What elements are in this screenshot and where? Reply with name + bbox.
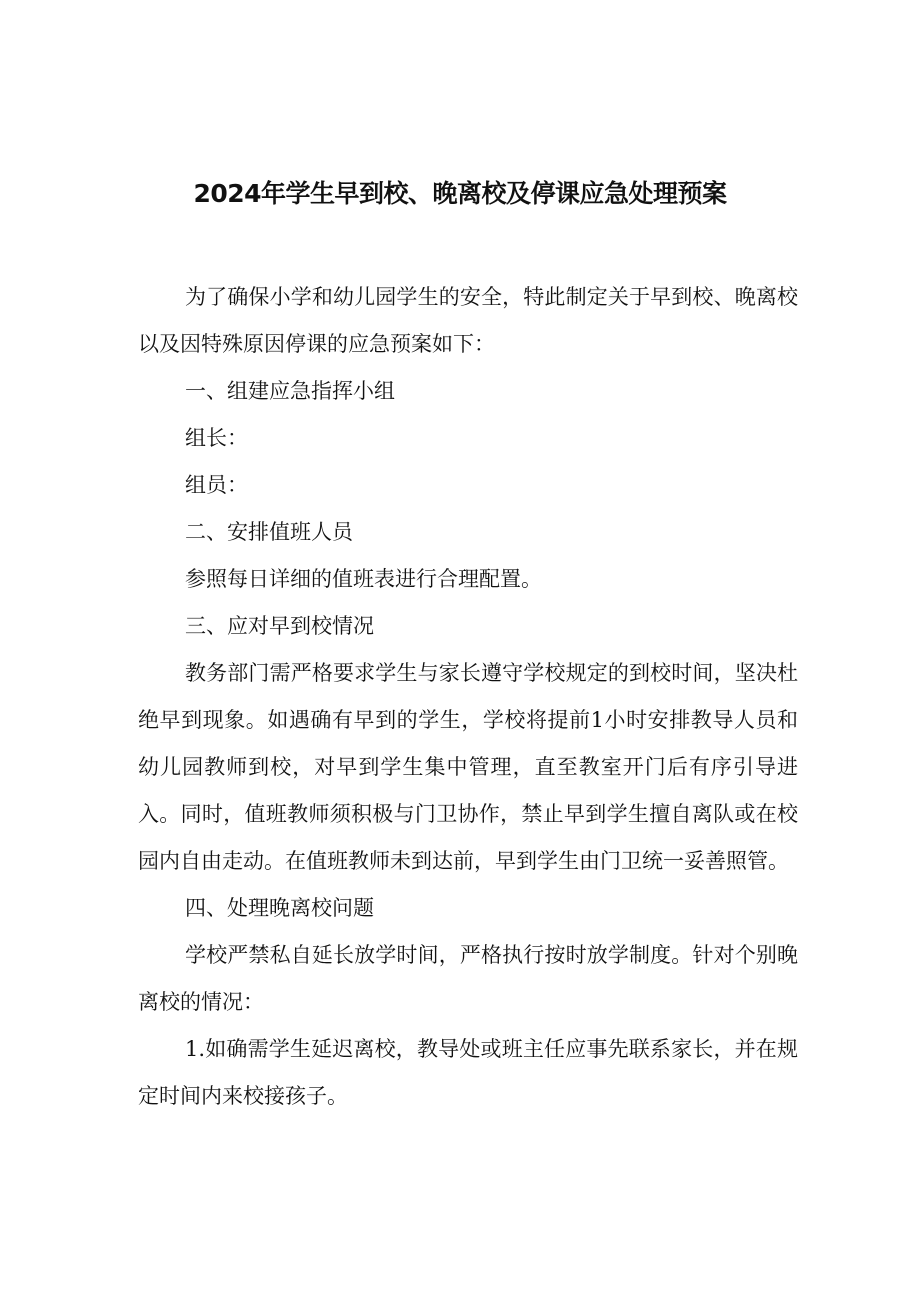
section1-heading: 一、组建应急指挥小组	[185, 379, 395, 403]
document-body	[138, 274, 798, 1120]
section2-paragraph: 参照每日详细的值班表进行合理配置。	[185, 567, 542, 591]
section4-item-1: 1.如确需学生延迟离校，教导处或班主任应事先联系家长，并在规定时间内来校接孩子。	[138, 1037, 798, 1108]
section3-paragraph: 教务部门需严格要求学生与家长遵守学校规定的到校时间，坚决杜绝早到现象。如遇确有早到的学生，学校将提前1小时安排教导人员和幼儿园教师到校，对早到学生集中管理，直至教室开门后有序引导进入。同时，值班教师须积极与门卫协作，禁止早到学生擅自离队或在校园内自由走动。在值班教师未到达前，早到学生由门卫统一妥善照管。	[138, 661, 798, 873]
section2-heading: 二、安排值班人员	[185, 520, 353, 544]
members-line: 组员：	[185, 473, 248, 497]
section3-heading: 三、应对早到校情况	[185, 614, 374, 638]
intro-paragraph: 为了确保小学和幼儿园学生的安全，特此制定关于早到校、晚离校以及因特殊原因停课的应急预案如下：	[138, 285, 798, 356]
leader-line: 组长：	[185, 426, 248, 450]
document-title: 2024年学生早到校、晚离校及停课应急处理预案	[193, 179, 727, 208]
section4-paragraph: 学校严禁私自延长放学时间，严格执行按时放学制度。针对个别晚离校的情况：	[138, 943, 798, 1014]
section4-heading: 四、处理晚离校问题	[185, 896, 374, 920]
